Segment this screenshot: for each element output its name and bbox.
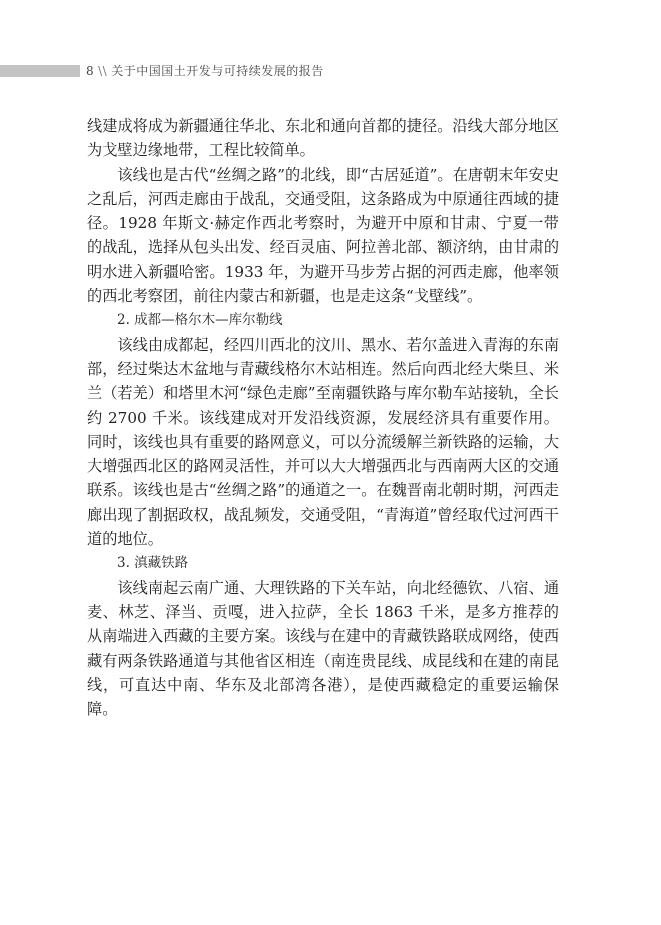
header-separator: \\	[98, 64, 108, 78]
page-number: 8	[86, 64, 95, 78]
paragraph-continuation: 线建成将成为新疆通往华北、东北和通向首都的捷径。沿线大部分地区为戈壁边缘地带，工程比较简单。	[87, 117, 559, 160]
section-heading-yunnan-tibet: 3. 滇藏铁路	[117, 555, 189, 572]
paragraph-silk-road-north: 该线也是古代“丝绸之路”的北线，即“古居延道”。在唐朝末年安史之乱后，河西走廊由于战乱，交通受阻，这条路成为中原通往西域的捷径。1928 年斯文·赫定作西北考察时，为避开中原和甘肃、宁夏一带的战乱，选择从包头出发、经百灵庙、阿拉善北部、额济纳，由甘肃的明水进入新疆哈密。1933 年，为避开马步芳占据的河西走廊，他率领的西北考察团，前往内蒙古和新疆，也是走这条“戈壁线”。	[87, 165, 559, 306]
header-title: 关于中国国土开发与可持续发展的报告	[111, 64, 324, 78]
header-text	[86, 62, 324, 80]
paragraph-chengdu-golmud-korla: 该线由成都起，经四川西北的汶川、黑水、若尔盖进入青海的东南部，经过柴达木盆地与青藏线格尔木站相连。然后向西北经大柴旦、米兰（若羌）和塔里木河“绿色走廊”至南疆铁路与库尔勒车站接轨，全长约 2700 千米。该线建成对开发沿线资源，发展经济具有重要作用。同时，该线也具有重要的路网意义，可以分流缓解兰新铁路的运输，大大增强西北区的路网灵活性，并可以大大增强西北与西南两大区的交通联系。该线也是古“丝绸之路”的通道之一。在魏晋南北朝时期，河西走廊出现了割据政权，战乱频发，交通受阻，“青海道”曾经取代过河西干道的地位。	[87, 335, 559, 549]
header-bar	[0, 65, 80, 77]
section-heading-chengdu-golmud-korla: 2. 成都—格尔木—库尔勒线	[117, 312, 283, 329]
running-header	[0, 62, 661, 82]
page-body	[87, 114, 559, 721]
paragraph-yunnan-tibet: 该线南起云南广通、大理铁路的下关车站，向北经德钦、八宿、通麦、林芝、泽当、贡嘎，进入拉萨，全长 1863 千米，是多方推荐的从南端进入西藏的主要方案。该线与在建中的青藏铁路联成网络，使西藏有两条铁路通道与其他省区相连（南连贵昆线、成昆线和在建的南昆线，可直达中南、华东及北部湾各港），是使西藏稳定的重要运输保障。	[87, 578, 559, 719]
